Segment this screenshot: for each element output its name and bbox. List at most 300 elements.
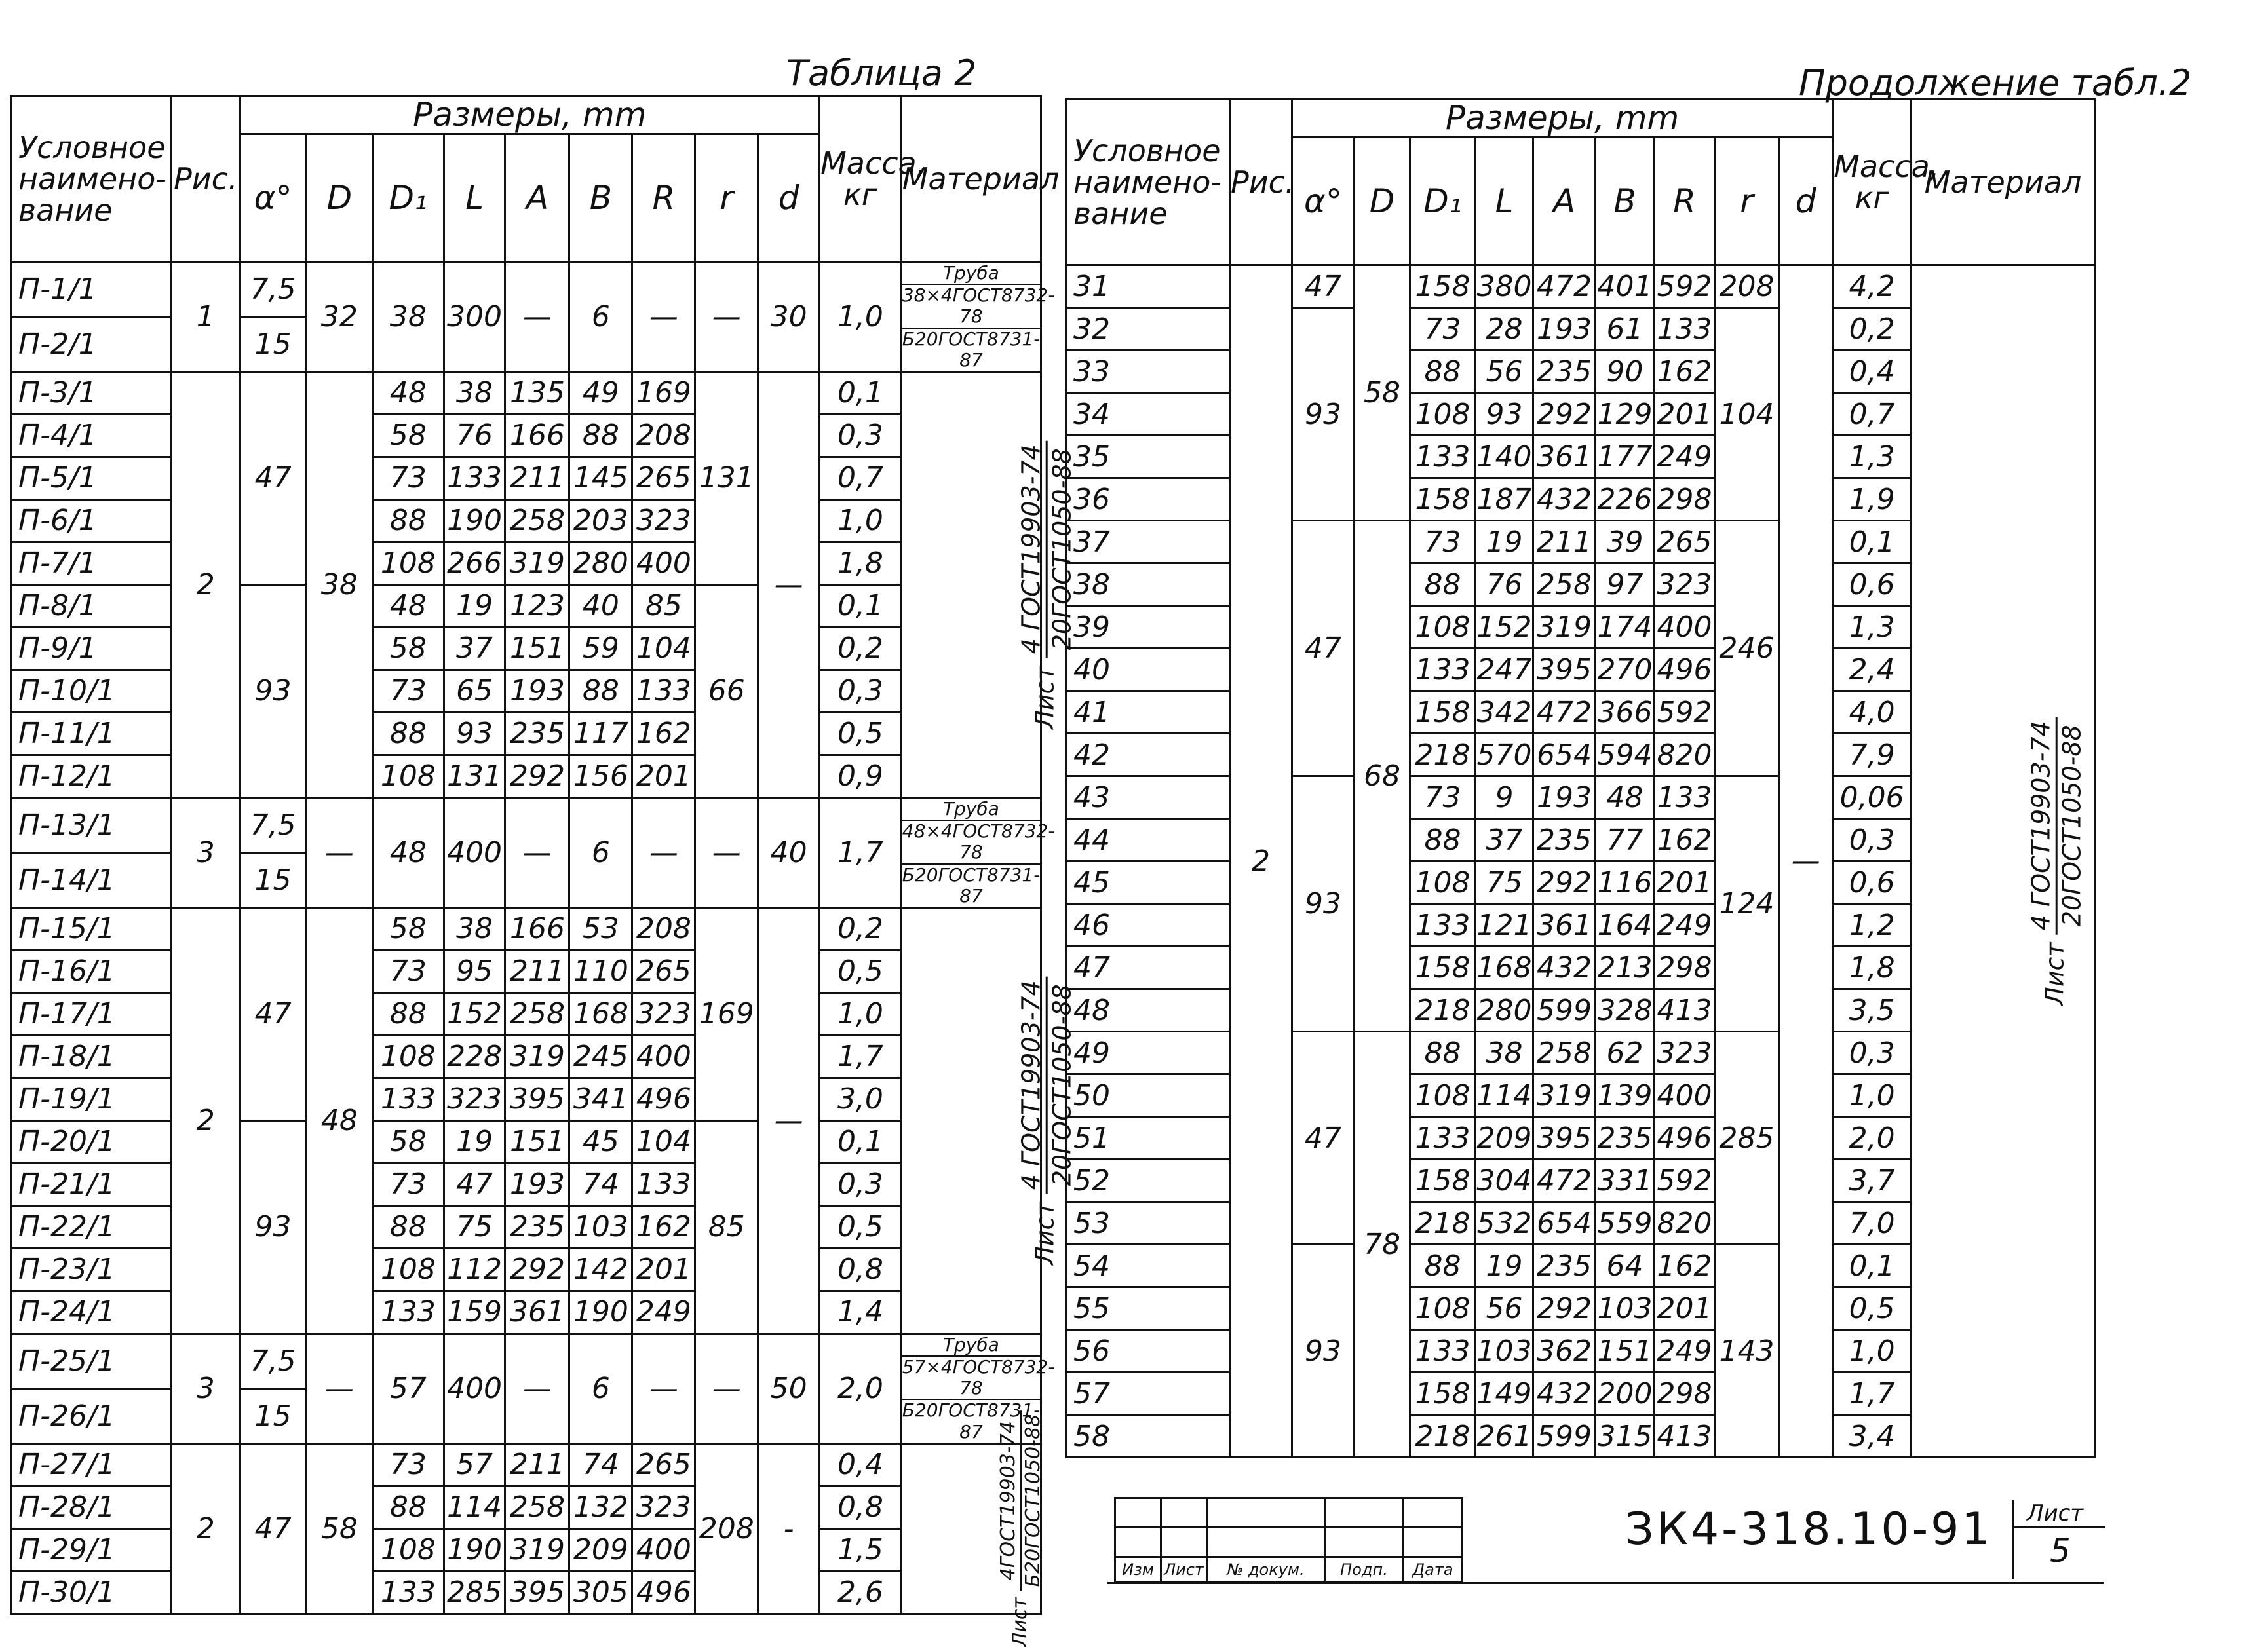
row-name: 58: [1066, 1415, 1230, 1458]
cell-b: 151: [1596, 1330, 1655, 1372]
row-name: 44: [1066, 819, 1230, 861]
cell-d1: 108: [372, 1528, 444, 1571]
cell-a: 654: [1533, 734, 1596, 776]
row-name: П-26/1: [11, 1388, 172, 1443]
cell-l: 37: [1476, 819, 1533, 861]
right-table: [1065, 98, 2096, 1458]
material-sheet-c-text: [997, 1410, 1045, 1647]
cell-d1: 158: [1410, 478, 1476, 521]
cell-l: 149: [1476, 1372, 1533, 1415]
cell-r-small: 208: [695, 1443, 758, 1614]
cell-l: 56: [1476, 350, 1533, 393]
cell-alpha: 47: [1292, 1032, 1355, 1245]
cell-mass: 0,1: [820, 371, 902, 414]
cell-d1: 73: [372, 1163, 444, 1205]
header-fig: Рис.: [1230, 100, 1292, 265]
cell-mass: 1,8: [1833, 947, 1912, 989]
cell-a: 292: [505, 755, 569, 797]
row-name: 34: [1066, 393, 1230, 436]
cell-l: 38: [444, 371, 505, 414]
cell-alpha: 47: [1292, 521, 1355, 776]
cell-l: 152: [444, 993, 505, 1035]
cell-r: 249: [1655, 904, 1715, 947]
cell-r-small: 124: [1715, 776, 1779, 1032]
row-name: П-28/1: [11, 1486, 172, 1528]
cell-r: 265: [1655, 521, 1715, 563]
cell-a: 193: [505, 670, 569, 712]
row-name: П-15/1: [11, 907, 172, 950]
material-sheet-b-prefix: Лист: [1030, 1202, 1060, 1265]
row-name: П-24/1: [11, 1291, 172, 1333]
material-pipe-c-line-0: Труба: [902, 1335, 1040, 1357]
table-row: [11, 1248, 1041, 1291]
cell-d1: 133: [372, 1291, 444, 1333]
cell-mass: 0,3: [1833, 1032, 1912, 1074]
cell-r: 133: [632, 1163, 695, 1205]
cell-d1: 108: [372, 542, 444, 584]
cell-l: 342: [1476, 691, 1533, 734]
cell-a: 472: [1533, 1160, 1596, 1202]
row-name: 50: [1066, 1074, 1230, 1117]
table-row: [11, 1205, 1041, 1248]
cell-r: 592: [1655, 691, 1715, 734]
cell-r: 104: [632, 1120, 695, 1163]
cell-b: 200: [1596, 1372, 1655, 1415]
cell-d-outer: 48: [306, 907, 372, 1333]
cell-d1: 73: [372, 1443, 444, 1486]
cell-b: 315: [1596, 1415, 1655, 1458]
table-row: [11, 262, 1041, 317]
cell-b: 103: [1596, 1287, 1655, 1330]
cell-alpha: 7,5: [240, 1333, 306, 1388]
cell-d1: 218: [1410, 734, 1476, 776]
cell-b: 594: [1596, 734, 1655, 776]
cell-a: 258: [505, 1486, 569, 1528]
cell-r-small: 143: [1715, 1245, 1779, 1458]
table-row: [11, 950, 1041, 993]
cell-l: 65: [444, 670, 505, 712]
cell-a: 211: [505, 457, 569, 499]
cell-b: 45: [569, 1120, 632, 1163]
cell-l: 95: [444, 950, 505, 993]
cell-l: 380: [1476, 265, 1533, 308]
cell-d1: 58: [372, 1120, 444, 1163]
cell-mass: 2,6: [820, 1571, 902, 1614]
header-d1: D₁: [1410, 138, 1476, 265]
row-name: П-6/1: [11, 499, 172, 542]
cell-a: 258: [1533, 563, 1596, 606]
row-name: 49: [1066, 1032, 1230, 1074]
row-name: 53: [1066, 1202, 1230, 1245]
cell-mass: 0,4: [820, 1443, 902, 1486]
cell-l: 121: [1476, 904, 1533, 947]
cell-a: 432: [1533, 1372, 1596, 1415]
row-name: П-16/1: [11, 950, 172, 993]
cell-b: 49: [569, 371, 632, 414]
cell-a: 432: [1533, 478, 1596, 521]
cell-b: 164: [1596, 904, 1655, 947]
cell-d1: 58: [372, 907, 444, 950]
cell-fig: 2: [172, 1443, 240, 1614]
cell-d1: 218: [1410, 1415, 1476, 1458]
stamp-label-sign: Подп.: [1325, 1557, 1404, 1582]
material-sheet-a-denominator: 20ГОСТ1050-88: [1047, 448, 1077, 651]
cell-l: 570: [1476, 734, 1533, 776]
cell-a: 258: [505, 499, 569, 542]
cell-a: 193: [1533, 776, 1596, 819]
cell-l: 19: [444, 584, 505, 627]
row-name: 51: [1066, 1117, 1230, 1160]
cell-alpha: 93: [240, 584, 306, 797]
cell-d1: 73: [1410, 776, 1476, 819]
cell-l: 19: [444, 1120, 505, 1163]
cell-mass: 0,4: [1833, 350, 1912, 393]
cell-mass: 1,0: [820, 499, 902, 542]
cell-d1: 88: [372, 1205, 444, 1248]
row-name: П-12/1: [11, 755, 172, 797]
cell-alpha: 47: [1292, 265, 1355, 308]
cell-d1: 108: [1410, 861, 1476, 904]
cell-mass: 0,6: [1833, 563, 1912, 606]
cell-d-outer: 58: [306, 1443, 372, 1614]
cell-a: 395: [1533, 1117, 1596, 1160]
cell-r: 298: [1655, 947, 1715, 989]
table-row: [11, 499, 1041, 542]
cell-r: 104: [632, 627, 695, 670]
cell-b: 77: [1596, 819, 1655, 861]
cell-b: 74: [569, 1163, 632, 1205]
cell-r: 265: [632, 457, 695, 499]
cell-l: 19: [1476, 1245, 1533, 1287]
row-name: 39: [1066, 606, 1230, 649]
cell-fig: 2: [172, 907, 240, 1333]
cell-d1: 158: [1410, 1160, 1476, 1202]
row-name: П-10/1: [11, 670, 172, 712]
cell-mass: 3,4: [1833, 1415, 1912, 1458]
cell-l: 131: [444, 755, 505, 797]
cell-d-outer: —: [306, 1333, 372, 1443]
cell-d1: 108: [372, 1248, 444, 1291]
header-material: Материал: [1912, 100, 2095, 265]
cell-r: 133: [632, 670, 695, 712]
material-sheet-numerator: 4 ГОСТ19903-74: [2027, 717, 2058, 934]
cell-r: 162: [1655, 819, 1715, 861]
cell-d1: 88: [1410, 819, 1476, 861]
cell-mass: 2,4: [1833, 649, 1912, 691]
cell-r: 413: [1655, 1415, 1715, 1458]
material-sheet-a-prefix: Лист: [1030, 666, 1060, 729]
table-row: [11, 371, 1041, 414]
cell-mass: 1,0: [820, 993, 902, 1035]
cell-d1: 73: [372, 950, 444, 993]
cell-b: 142: [569, 1248, 632, 1291]
cell-mass: 0,1: [1833, 1245, 1912, 1287]
cell-r: 201: [1655, 1287, 1715, 1330]
cell-a: —: [505, 1333, 569, 1443]
cell-d1: 88: [1410, 563, 1476, 606]
cell-a: 395: [505, 1078, 569, 1120]
sheet-number: 5: [2050, 1532, 2071, 1570]
cell-b: 245: [569, 1035, 632, 1078]
cell-r: 201: [632, 755, 695, 797]
material-sheet-c-denominator: Б20ГОСТ1050-88: [1021, 1414, 1045, 1587]
cell-d1: 133: [372, 1078, 444, 1120]
cell-r-small: 169: [695, 907, 758, 1120]
row-name: П-8/1: [11, 584, 172, 627]
header-r: R: [1655, 138, 1715, 265]
row-name: П-13/1: [11, 797, 172, 852]
cell-mass: 0,7: [820, 457, 902, 499]
cell-a: 395: [505, 1571, 569, 1614]
cell-l: 114: [444, 1486, 505, 1528]
document-code: ЗК4-318.10-91: [1625, 1504, 1993, 1555]
cell-r: —: [632, 1333, 695, 1443]
material-pipe-a-line-0: Труба: [902, 263, 1040, 285]
header-d1: D₁: [372, 134, 444, 262]
cell-fig: 3: [172, 1333, 240, 1443]
cell-l: 114: [1476, 1074, 1533, 1117]
cell-r: 201: [1655, 861, 1715, 904]
row-name: 35: [1066, 436, 1230, 478]
cell-alpha: 15: [240, 852, 306, 907]
row-name: 33: [1066, 350, 1230, 393]
cell-mass: 0,5: [820, 712, 902, 755]
cell-l: 76: [444, 414, 505, 457]
cell-mass: 0,3: [820, 1163, 902, 1205]
left-table: [10, 95, 1077, 1647]
row-name: П-5/1: [11, 457, 172, 499]
header-mass: Масса, кг: [1833, 100, 1912, 265]
table-row: [11, 797, 1041, 852]
table-row: [11, 627, 1041, 670]
cell-a: 211: [1533, 521, 1596, 563]
cell-b: 117: [569, 712, 632, 755]
cell-b: 132: [569, 1486, 632, 1528]
cell-b: 213: [1596, 947, 1655, 989]
cell-a: —: [505, 262, 569, 372]
cell-mass: 0,7: [1833, 393, 1912, 436]
cell-r: 820: [1655, 734, 1715, 776]
row-name: П-1/1: [11, 262, 172, 317]
table-row: [11, 414, 1041, 457]
cell-l: 190: [444, 499, 505, 542]
cell-b: 53: [569, 907, 632, 950]
cell-b: 341: [569, 1078, 632, 1120]
cell-a: 432: [1533, 947, 1596, 989]
cell-d-inner: -: [758, 1443, 820, 1614]
cell-d1: 73: [372, 457, 444, 499]
cell-a: 292: [1533, 1287, 1596, 1330]
material-pipe-c-line-1: 57×4ГОСТ8732-78: [902, 1357, 1040, 1400]
cell-fig: 2: [172, 371, 240, 797]
header-name: Условное наимено-вание: [11, 96, 172, 262]
cell-b: 59: [569, 627, 632, 670]
cell-mass: 0,3: [1833, 819, 1912, 861]
cell-a: 361: [1533, 436, 1596, 478]
cell-a: 166: [505, 907, 569, 950]
cell-a: 319: [505, 1528, 569, 1571]
cell-a: 211: [505, 1443, 569, 1486]
cell-mass: 1,3: [1833, 436, 1912, 478]
cell-b: 129: [1596, 393, 1655, 436]
cell-a: 361: [505, 1291, 569, 1333]
header-b: B: [1596, 138, 1655, 265]
cell-l: 280: [1476, 989, 1533, 1032]
cell-l: 47: [444, 1163, 505, 1205]
cell-l: 103: [1476, 1330, 1533, 1372]
cell-b: 61: [1596, 308, 1655, 350]
row-name: 32: [1066, 308, 1230, 350]
cell-r-small: 246: [1715, 521, 1779, 776]
cell-l: 187: [1476, 478, 1533, 521]
stamp-bottom-rule: [1107, 1582, 2104, 1584]
table-row: [11, 542, 1041, 584]
cell-alpha: 47: [240, 1443, 306, 1614]
cell-d1: 158: [1410, 265, 1476, 308]
cell-r: 249: [1655, 436, 1715, 478]
table-row: [1066, 265, 2095, 308]
cell-l: 140: [1476, 436, 1533, 478]
cell-d1: 58: [372, 627, 444, 670]
cell-b: 103: [569, 1205, 632, 1248]
header-l: L: [444, 134, 505, 262]
cell-a: 292: [1533, 861, 1596, 904]
cell-r-small: 131: [695, 371, 758, 584]
cell-l: 75: [1476, 861, 1533, 904]
cell-mass: 1,0: [1833, 1330, 1912, 1372]
cell-d1: 133: [1410, 436, 1476, 478]
cell-mass: 1,7: [1833, 1372, 1912, 1415]
material-pipe-b-line-0: Труба: [902, 799, 1040, 821]
header-sizes: Размеры, mm: [240, 96, 820, 134]
cell-d1: 58: [372, 414, 444, 457]
cell-r: 400: [632, 1528, 695, 1571]
cell-r: 400: [632, 542, 695, 584]
material-sheet: [1912, 265, 2095, 1458]
table-row: [11, 1120, 1041, 1163]
cell-a: 472: [1533, 265, 1596, 308]
cell-b: 235: [1596, 1117, 1655, 1160]
material-pipe-a: [901, 262, 1055, 372]
cell-l: 152: [1476, 606, 1533, 649]
cell-r-small: 208: [1715, 265, 1779, 308]
header-l: L: [1476, 138, 1533, 265]
cell-mass: 0,2: [820, 907, 902, 950]
cell-l: 57: [444, 1443, 505, 1486]
cell-b: 366: [1596, 691, 1655, 734]
cell-r: 323: [632, 1486, 695, 1528]
cell-d1: 73: [1410, 308, 1476, 350]
row-name: П-17/1: [11, 993, 172, 1035]
cell-a: 235: [505, 1205, 569, 1248]
cell-l: 323: [444, 1078, 505, 1120]
cell-d1: 73: [1410, 521, 1476, 563]
row-name: 52: [1066, 1160, 1230, 1202]
row-name: П-9/1: [11, 627, 172, 670]
cell-mass: 0,3: [820, 414, 902, 457]
header-r: r: [695, 134, 758, 262]
cell-l: 38: [1476, 1032, 1533, 1074]
cell-r: 496: [1655, 1117, 1715, 1160]
cell-b: 145: [569, 457, 632, 499]
header-mass: Масса, кг: [820, 96, 902, 262]
cell-b: 401: [1596, 265, 1655, 308]
cell-r-small: 285: [1715, 1032, 1779, 1245]
cell-r: 162: [1655, 350, 1715, 393]
cell-r: 162: [632, 712, 695, 755]
row-name: 37: [1066, 521, 1230, 563]
cell-r: 820: [1655, 1202, 1715, 1245]
cell-fig: 3: [172, 797, 240, 907]
cell-alpha: 93: [1292, 308, 1355, 521]
cell-r: 323: [1655, 1032, 1715, 1074]
cell-d1: 133: [372, 1571, 444, 1614]
cell-b: 64: [1596, 1245, 1655, 1287]
material-sheet-c-fraction: [997, 1410, 1045, 1591]
cell-alpha: 7,5: [240, 797, 306, 852]
cell-a: 472: [1533, 691, 1596, 734]
stamp-label-doc: № докум.: [1207, 1557, 1325, 1582]
cell-mass: 0,2: [820, 627, 902, 670]
cell-b: 6: [569, 262, 632, 372]
cell-a: 362: [1533, 1330, 1596, 1372]
cell-alpha: 15: [240, 316, 306, 371]
row-name: 55: [1066, 1287, 1230, 1330]
row-name: П-22/1: [11, 1205, 172, 1248]
cell-mass: 0,9: [820, 755, 902, 797]
cell-d-outer: 78: [1355, 1032, 1410, 1458]
cell-d1: 133: [1410, 649, 1476, 691]
cell-a: 599: [1533, 989, 1596, 1032]
row-name: П-3/1: [11, 371, 172, 414]
cell-mass: 0,6: [1833, 861, 1912, 904]
cell-a: 258: [1533, 1032, 1596, 1074]
row-name: 56: [1066, 1330, 1230, 1372]
stamp-label-change: Изм: [1115, 1557, 1161, 1582]
cell-r-small: 85: [695, 1120, 758, 1333]
cell-d1: 133: [1410, 1330, 1476, 1372]
header-a: A: [1533, 138, 1596, 265]
cell-r: 323: [632, 993, 695, 1035]
sheet-label: Лист: [2027, 1500, 2084, 1526]
sheet-number-box: [2012, 1500, 2105, 1579]
cell-r: 592: [1655, 265, 1715, 308]
cell-a: 235: [1533, 350, 1596, 393]
cell-b: 280: [569, 542, 632, 584]
row-name: 46: [1066, 904, 1230, 947]
header-r: r: [1715, 138, 1779, 265]
material-sheet-c-numerator: 4ГОСТ19903-74: [997, 1410, 1022, 1591]
cell-b: 203: [569, 499, 632, 542]
cell-a: 395: [1533, 649, 1596, 691]
cell-mass: 0,8: [820, 1486, 902, 1528]
cell-d1: 48: [372, 797, 444, 907]
cell-mass: 2,0: [1833, 1117, 1912, 1160]
material-pipe-b: [901, 797, 1055, 907]
cell-a: 235: [505, 712, 569, 755]
cell-alpha: 93: [1292, 1245, 1355, 1458]
row-name: П-18/1: [11, 1035, 172, 1078]
table-row: [11, 993, 1041, 1035]
material-sheet-fraction: [2027, 717, 2086, 934]
cell-d1: 133: [1410, 904, 1476, 947]
row-name: П-19/1: [11, 1078, 172, 1120]
cell-mass: 4,0: [1833, 691, 1912, 734]
row-name: П-20/1: [11, 1120, 172, 1163]
material-pipe-c-line-2: Б20ГОСТ8731-87: [902, 1399, 1041, 1443]
row-name: П-29/1: [11, 1528, 172, 1571]
row-name: 45: [1066, 861, 1230, 904]
